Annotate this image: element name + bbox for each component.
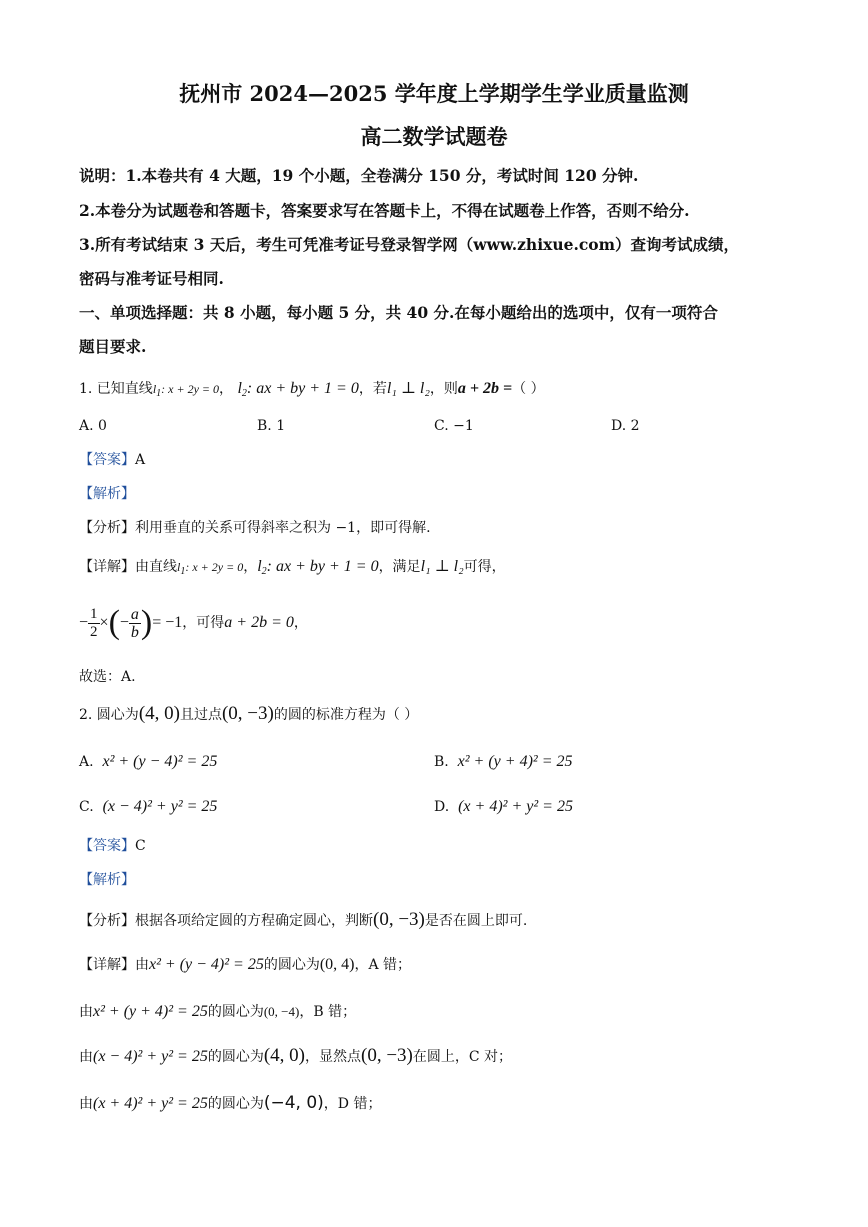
q2-d4-b: 的圆心为 — [207, 1096, 264, 1112]
q2-option-d-expr: (x + 4)² + y² = 25 — [458, 798, 573, 815]
q2-d4-a: 由 — [79, 1096, 93, 1112]
q1-eq-end: ， — [293, 615, 308, 631]
q2-d2-d: ，B 错； — [299, 1004, 357, 1020]
q2-d2-b: 的圆心为 — [207, 1004, 264, 1020]
q1-option-a: A. 0 — [79, 418, 107, 434]
q2-d1-a: 由 — [135, 957, 149, 973]
q1-detail-l1: : x + 2y = 0 — [185, 560, 244, 574]
fraction-a-over-b: $\frac{a}{b}$ — [130, 605, 139, 641]
q1-prefix: 1. 已知直线 — [79, 381, 153, 397]
q1-ask: a + 2b = — [457, 380, 513, 397]
q2-fenxi-point: (0, −3) — [373, 909, 425, 930]
q2-d3-point: (0, −3) — [361, 1045, 413, 1066]
q2-point: (0, −3) — [221, 703, 274, 724]
note-line-2: 2.本卷分为试题卷和答题卡，答案要求写在答题卡上，不得在试题卷上作答，否则不给分. — [79, 201, 690, 220]
q1-fenxi-tag: 【分析】 — [79, 520, 135, 536]
q1-option-c: C. −1 — [434, 418, 474, 434]
q2-detail-line-2 — [79, 1002, 356, 1022]
q1-detail-tag: 【详解】 — [79, 559, 135, 575]
section-heading-line-2: 题目要求. — [79, 337, 147, 356]
q2-answer-tag: 【答案】 — [79, 838, 135, 854]
q1-detail: 【详解】由直线$l_1$: x + 2y = 0，$l_2$: ax + by + 1 = 0，满足l₁ ⊥ l₂可得， — [79, 558, 506, 577]
q1-answer-value: A — [135, 452, 146, 468]
q2-fenxi-text-b: 是否在圆上即可. — [424, 913, 528, 929]
fraction-one-half: $\frac{1}{2}$ — [90, 605, 98, 640]
page-subtitle: 高二数学试题卷 — [360, 124, 508, 149]
q2-fenxi — [79, 910, 527, 931]
q2-option-a-label: A. — [79, 754, 94, 770]
q1-conclusion: 故选：A. — [79, 669, 136, 685]
page-title: 抚州市 2024—2025 学年度上学期学生学业质量监测 — [179, 81, 689, 106]
q2-option-d-label: D. — [434, 799, 450, 815]
q2-stem-a: 2. 圆心为 — [79, 707, 139, 723]
q1-eq-tail: ，可得 — [182, 615, 225, 631]
q2-stem-c: 的圆的标准方程为（ ） — [273, 707, 419, 723]
q2-d2-a: 由 — [79, 1004, 93, 1020]
q2-answer-value: C — [135, 838, 146, 854]
q1-fenxi-text: 利用垂直的关系可得斜率之积为 −1，即可得解. — [135, 520, 431, 536]
q2-d1-d: ，A 错； — [354, 957, 412, 973]
q2-option-d — [434, 797, 573, 817]
q2-option-a — [79, 752, 217, 772]
q2-option-a-expr: x² + (y − 4)² = 25 — [102, 753, 218, 770]
q2-d1-eq: x² + (y − 4)² = 25 — [149, 956, 264, 973]
q2-option-b — [434, 752, 573, 772]
q1-line1-eq: : x + 2y = 0 — [161, 382, 219, 396]
q2-stem-b: 且过点 — [179, 707, 222, 723]
q1-fenxi — [79, 518, 431, 538]
q2-detail-tag: 【详解】 — [79, 957, 135, 973]
q1-eq-rhs: = −1 — [152, 614, 183, 631]
q2-d2-eq: x² + (y + 4)² = 25 — [93, 1003, 208, 1020]
q2-option-c-expr: (x − 4)² + y² = 25 — [102, 798, 218, 815]
question-1-stem: 1. 已知直线$l_1$: x + 2y = 0， $l_2$: ax + by + 1 = 0，若l₁ ⊥ l₂，则a + 2b =（ ） — [79, 380, 545, 399]
q2-d3-d: ，显然点 — [305, 1049, 361, 1065]
q1-sep: ， — [219, 381, 233, 397]
q2-option-b-expr: x² + (y + 4)² = 25 — [457, 753, 573, 770]
q1-blank: （ ） — [512, 381, 545, 397]
q2-d2-center: (0, −4) — [263, 1004, 300, 1019]
q2-d3-eq: (x − 4)² + y² = 25 — [93, 1048, 208, 1065]
q2-fenxi-text-a: 根据各项给定圆的方程确定圆心，判断 — [135, 913, 373, 929]
q1-eq-result: a + 2b = 0 — [224, 614, 294, 631]
q2-d4-eq: (x + 4)² + y² = 25 — [93, 1095, 208, 1112]
q1-detail-cond: l₁ ⊥ l₂ — [420, 558, 464, 575]
q1-option-d: D. 2 — [611, 418, 640, 434]
q2-fenxi-tag: 【分析】 — [79, 913, 135, 929]
q1-ask-prefix: ，则 — [429, 381, 458, 397]
q1-line2-eq: : ax + by + 1 = 0 — [246, 380, 359, 397]
q2-d3-b: 的圆心为 — [207, 1049, 264, 1065]
q2-center: (4, 0) — [138, 703, 180, 724]
section-heading-line-1: 一、单项选择题：共 8 小题，每小题 5 分，共 40 分.在每小题给出的选项中，仅有一项符合 — [79, 303, 718, 322]
q2-detail-line-1 — [79, 955, 411, 975]
q2-d3-a: 由 — [79, 1049, 93, 1065]
q2-d3-center: (4, 0) — [263, 1045, 305, 1066]
q1-cond: l₁ ⊥ l₂ — [386, 380, 430, 397]
note-line-1: 说明：1.本卷共有 4 大题，19 个小题，全卷满分 150 分，考试时间 120 分钟. — [79, 166, 639, 185]
note-line-3: 3.所有考试结束 3 天后，考生可凭准考证号登录智学网（www.zhixue.com）查询考试成绩， — [79, 235, 740, 254]
q2-answer — [79, 836, 146, 856]
question-2-stem — [79, 704, 418, 725]
q2-d4-center: (−4, 0) — [263, 1093, 324, 1113]
q2-d3-f: 在圆上，C 对； — [412, 1049, 513, 1065]
q2-detail-line-4 — [79, 1093, 381, 1114]
q2-d1-b: 的圆心为 — [263, 957, 320, 973]
q2-option-b-label: B. — [434, 754, 449, 770]
q1-analysis-tag: 【解析】 — [79, 486, 135, 502]
q1-answer-tag: 【答案】 — [79, 452, 135, 468]
q2-option-c-label: C. — [79, 799, 94, 815]
q2-d1-center: (0, 4) — [319, 956, 355, 973]
q1-detail-text-c: 可得， — [463, 559, 506, 575]
q1-option-b: B. 1 — [257, 418, 286, 434]
q2-option-c — [79, 797, 217, 817]
q2-detail-line-3 — [79, 1046, 512, 1067]
q1-detail-l2: : ax + by + 1 = 0 — [266, 558, 379, 575]
note-line-4: 密码与准考证号相同. — [79, 269, 224, 288]
q2-d4-d: ，D 错； — [323, 1096, 382, 1112]
q1-detail-text-a: 由直线 — [135, 559, 177, 575]
q1-answer — [79, 450, 145, 470]
q1-equation: − $\frac{1}{2}$ ×(− $\frac{a}{b}$ )= −1，可得a + 2b = 0， — [79, 604, 308, 641]
q1-cond-prefix: ，若 — [358, 381, 387, 397]
q1-detail-text-b: ，满足 — [378, 559, 421, 575]
q2-analysis-tag: 【解析】 — [79, 872, 135, 888]
